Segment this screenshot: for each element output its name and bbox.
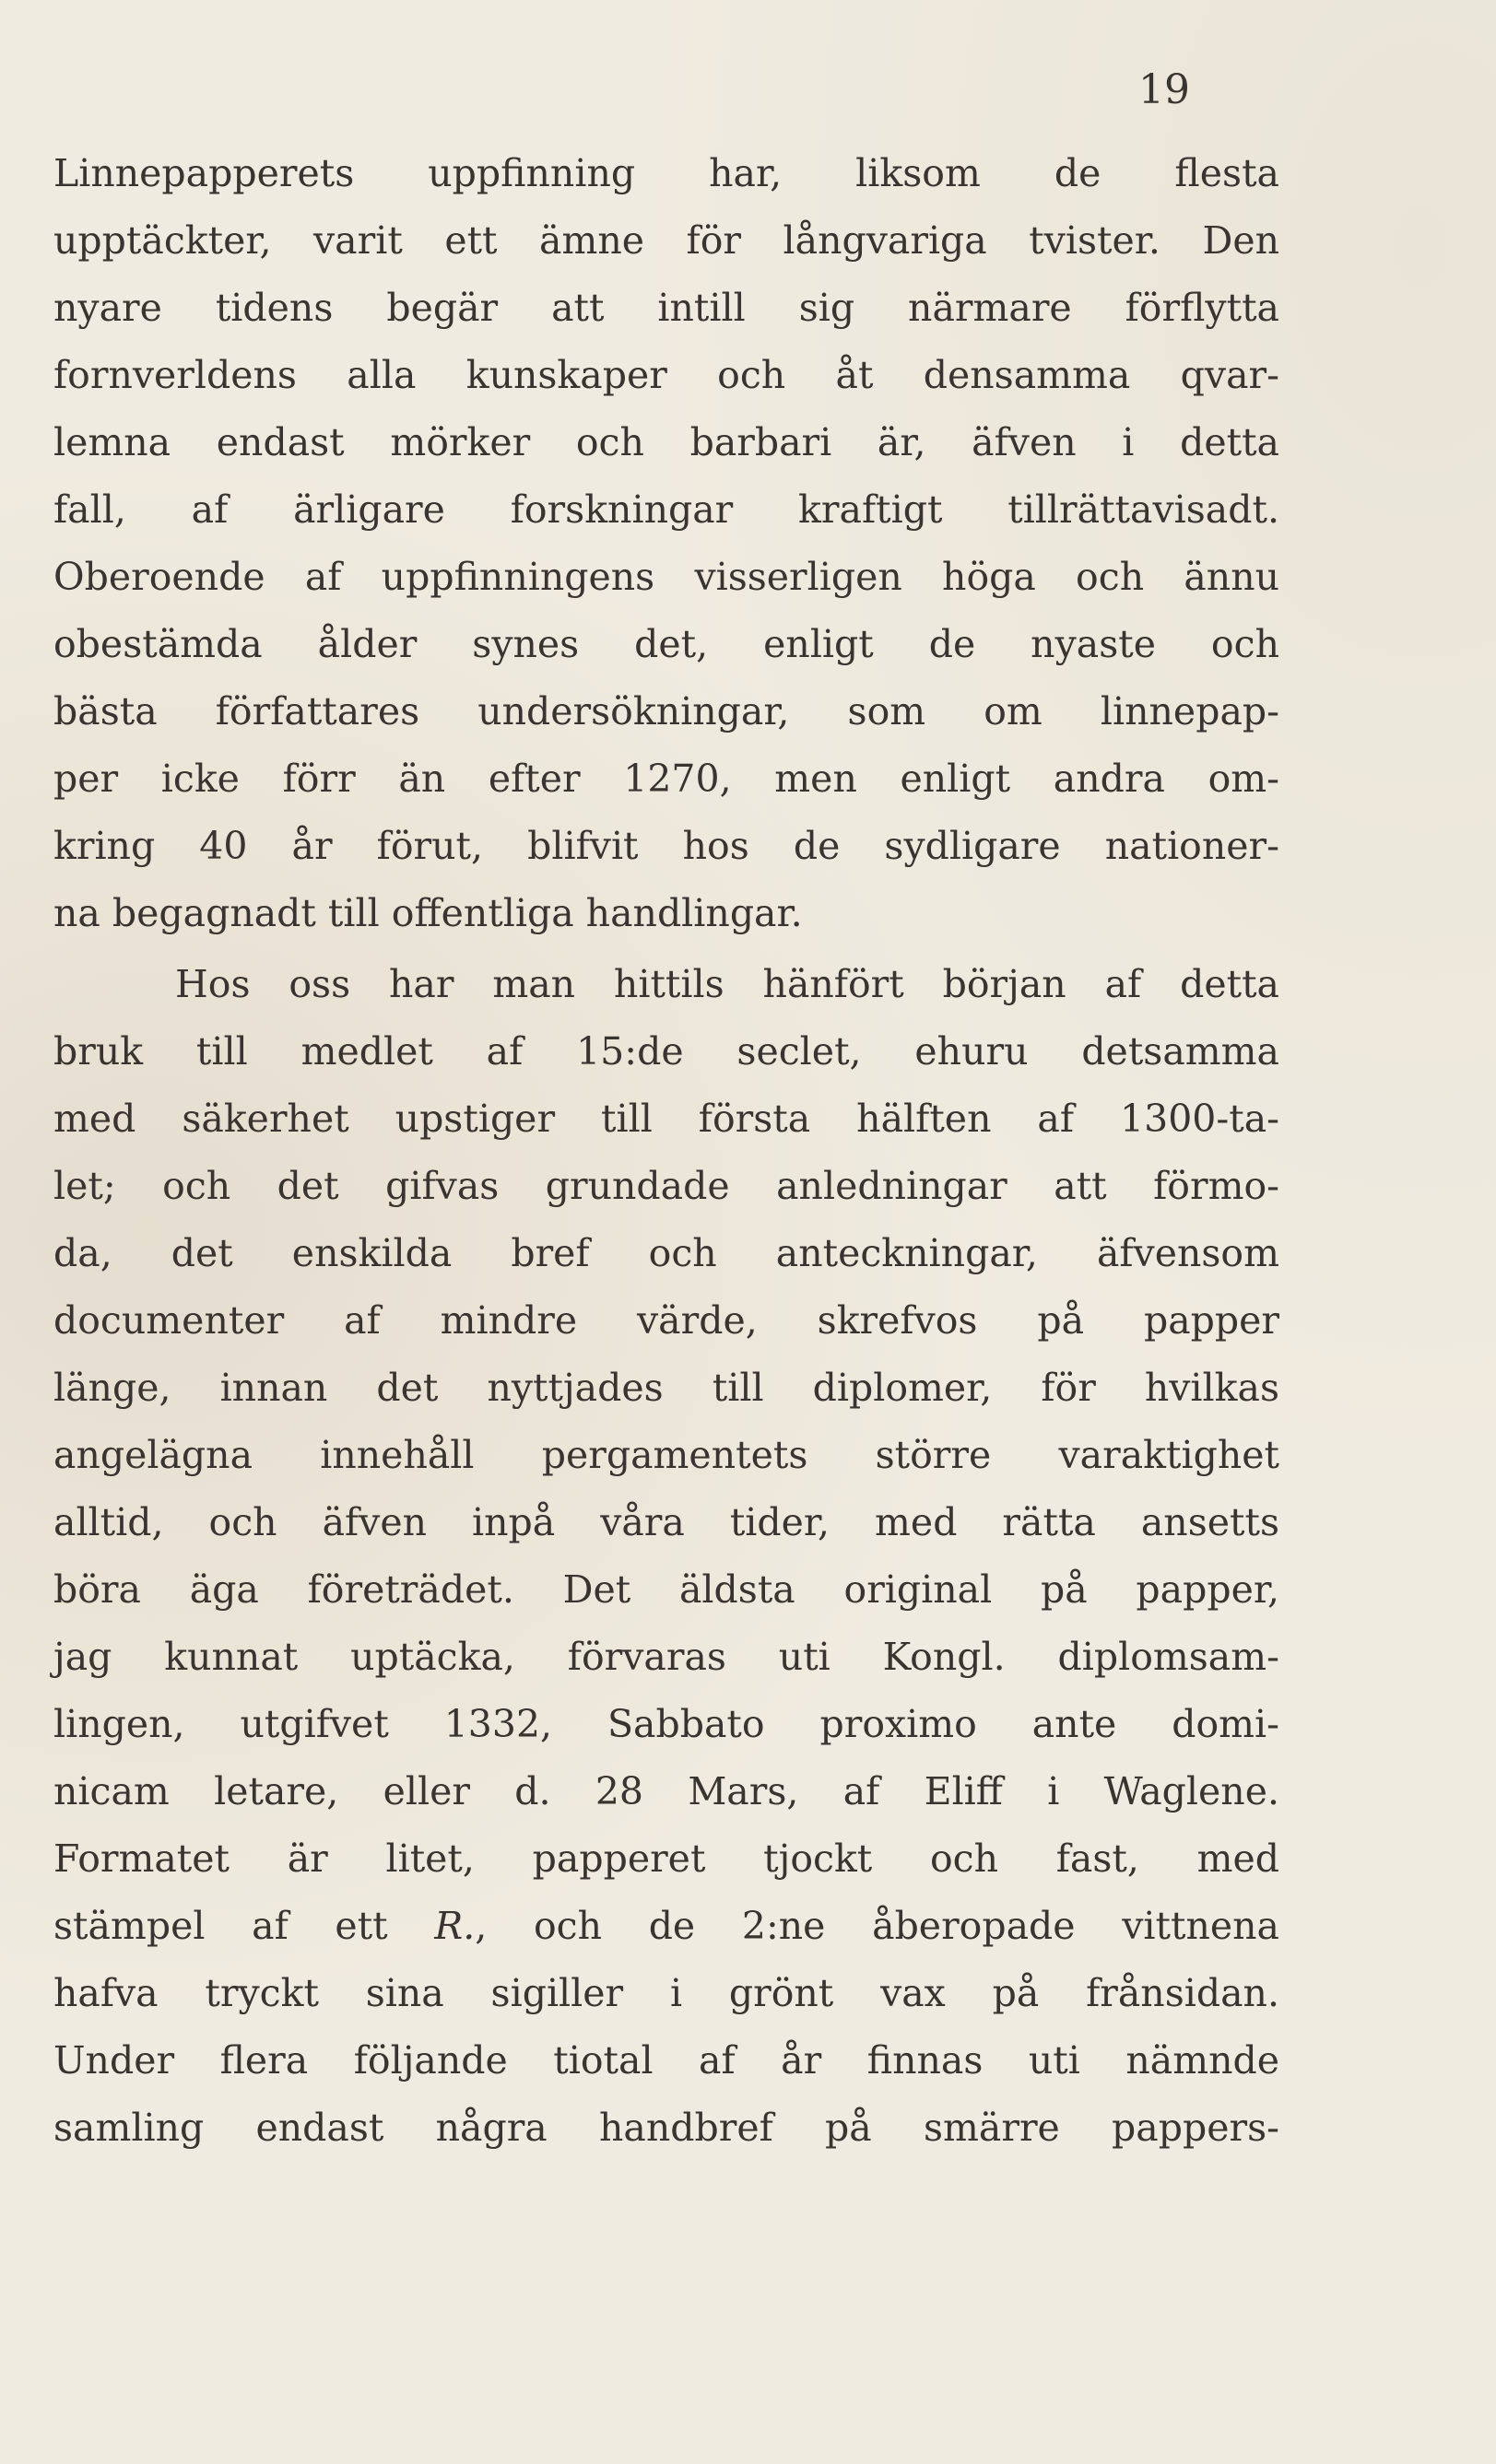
text-line: lingen, utgifvet 1332, Sabbato proximo ante domi- [53,1702,1279,1746]
italic-letter: R. [434,1904,476,1948]
text-line: länge, innan det nyttjades till diplomer, för hvilkas [53,1366,1279,1410]
text-line: samling endast några handbref på smärre pappers- [53,2106,1279,2150]
text-line: na begagnadt till offentliga handlingar. [53,891,803,935]
text-line: let; och det gifvas grundade anledningar att förmo- [53,1164,1279,1208]
text-line: Under flera följande tiotal af år finnas uti nämnde [53,2038,1279,2083]
text-line: jag kunnat uptäcka, förvaras uti Kongl. diplomsam- [53,1635,1279,1679]
text-line: fornverldens alla kunskaper och åt densamma qvar- [53,353,1279,397]
text-line: bruk till medlet af 15:de seclet, ehuru detsamma [53,1029,1279,1074]
text-line-with-italic [53,1893,1279,1959]
text-line: upptäckter, varit ett ämne för långvariga tvister. Den [53,218,1279,263]
text-line: alltid, och äfven inpå våra tider, med rätta ansetts [53,1500,1279,1544]
text-line: obestämda ålder synes det, enligt de nyaste och [53,622,1279,666]
text-line: per icke förr än efter 1270, men enligt andra om- [53,757,1279,801]
text-line: fall, af ärligare forskningar kraftigt tillrättavisadt. [53,487,1279,532]
text-line: nicam letare, eller d. 28 Mars, af Eliff i Waglene. [53,1769,1279,1813]
text-line: documenter af mindre värde, skrefvos på papper [53,1298,1279,1343]
text-line: angelägna innehåll pergamentets större varaktighet [53,1433,1279,1477]
text-segment: , och de 2:ne åberopade vittnena [475,1904,1279,1948]
text-line: Hos oss har man hittils hänfört början af detta [175,962,1279,1006]
text-line: Oberoende af uppfinningens visserligen höga och ännu [53,555,1279,599]
text-segment: stämpel af ett [53,1904,388,1948]
text-line: bästa författares undersökningar, som om linnepap- [53,689,1279,733]
page-number: 19 [1138,66,1190,113]
text-line: lemna endast mörker och barbari är, äfven i detta [53,420,1279,464]
text-line: nyare tidens begär att intill sig närmare förflytta [53,286,1279,330]
text-line: böra äga företrädet. Det äldsta original på papper, [53,1567,1279,1612]
text-line: kring 40 år förut, blifvit hos de sydligare nationer- [53,824,1279,868]
text-line: hafva tryckt sina sigiller i grönt vax på frånsidan. [53,1971,1279,2015]
text-line: Formatet är litet, papperet tjockt och fast, med [53,1836,1279,1881]
text-line: Linnepapperets uppfinning har, liksom de flesta [53,151,1279,195]
text-line: da, det enskilda bref och anteckningar, äfvensom [53,1231,1279,1275]
text-line: med säkerhet upstiger till första hälften af 1300-ta- [53,1097,1279,1141]
